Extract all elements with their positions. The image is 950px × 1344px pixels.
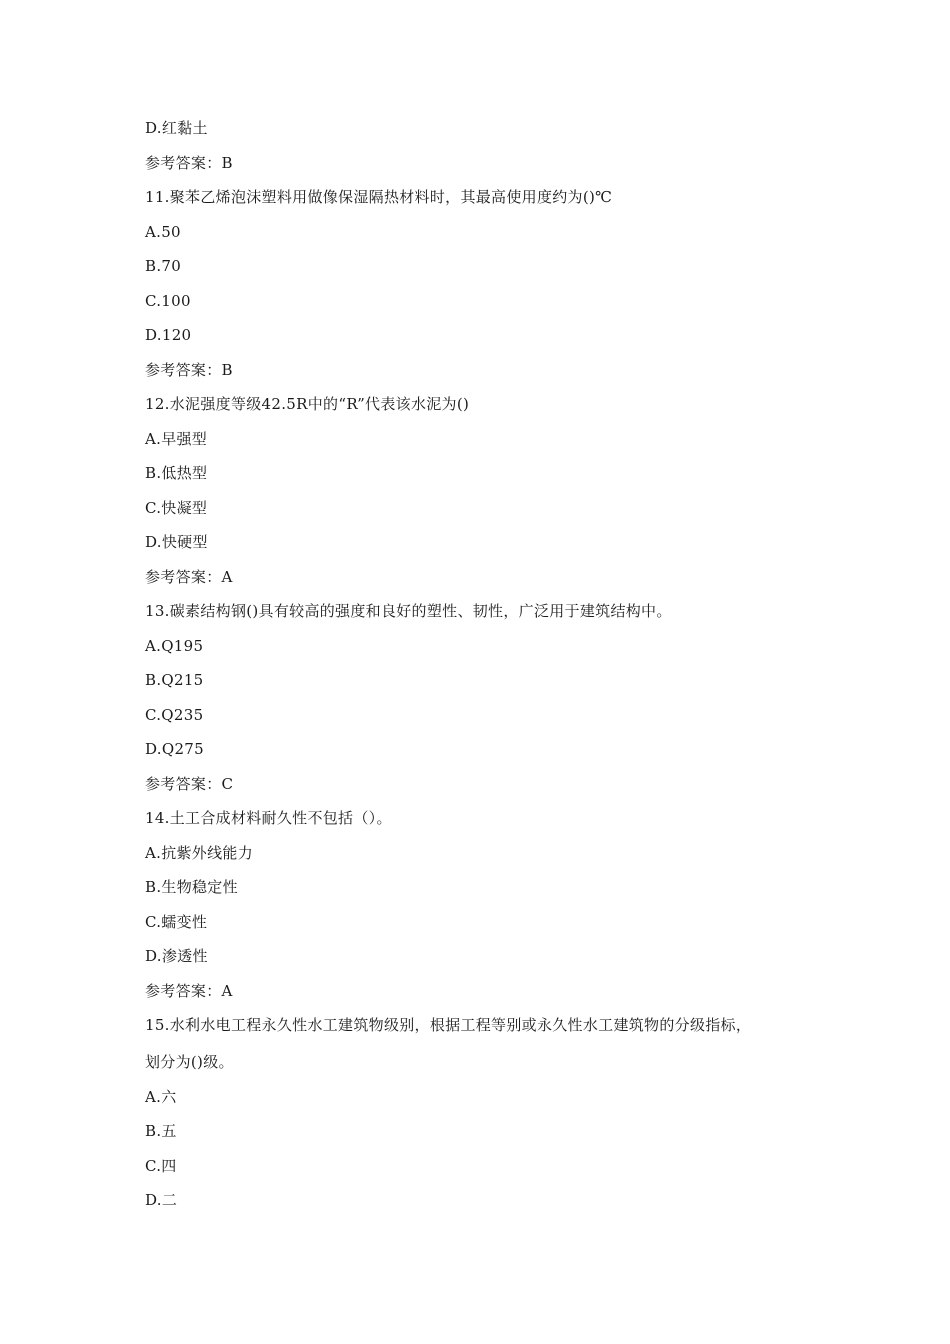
answer-q11: 参考答案：B [145,361,233,379]
option-d-q12: D.快硬型 [145,533,208,551]
answer-q13: 参考答案：C [145,775,234,793]
option-a-q13: A.Q195 [145,637,204,655]
question-13: 13.碳素结构钢()具有较高的强度和良好的塑性、韧性，广泛用于建筑结构中。 [145,602,672,620]
answer-q14: 参考答案：A [145,982,233,1000]
answer-q10: 参考答案：B [145,154,233,172]
option-b-q14: B.生物稳定性 [145,878,238,896]
option-a-q11: A.50 [145,223,181,241]
option-b-q15: B.五 [145,1122,177,1140]
option-d-q10: D.红黏土 [145,119,208,137]
option-c-q13: C.Q235 [145,706,204,724]
option-b-q13: B.Q215 [145,671,204,689]
option-c-q14: C.蠕变性 [145,913,208,931]
option-d-q15: D.二 [145,1191,178,1209]
question-11: 11.聚苯乙烯泡沫塑料用做像保湿隔热材料时，其最高使用度约为()℃ [145,188,613,206]
option-d-q13: D.Q275 [145,740,204,758]
option-d-q11: D.120 [145,326,192,344]
question-15-line-2: 划分为()级。 [145,1053,234,1071]
option-a-q15: A.六 [145,1088,177,1106]
option-c-q12: C.快凝型 [145,499,208,517]
option-a-q12: A.早强型 [145,430,208,448]
option-d-q14: D.渗透性 [145,947,208,965]
answer-q12: 参考答案：A [145,568,233,586]
question-15-line-1: 15.水利水电工程永久性水工建筑物级别，根据工程等别或永久性水工建筑物的分级指标， [145,1016,752,1034]
question-12: 12.水泥强度等级42.5R中的“R”代表该水泥为() [145,395,470,413]
option-c-q15: C.四 [145,1157,177,1175]
option-a-q14: A.抗紫外线能力 [145,844,254,862]
option-c-q11: C.100 [145,292,191,310]
option-b-q11: B.70 [145,257,182,275]
option-b-q12: B.低热型 [145,464,208,482]
question-14: 14.土工合成材料耐久性不包括（）。 [145,809,392,827]
